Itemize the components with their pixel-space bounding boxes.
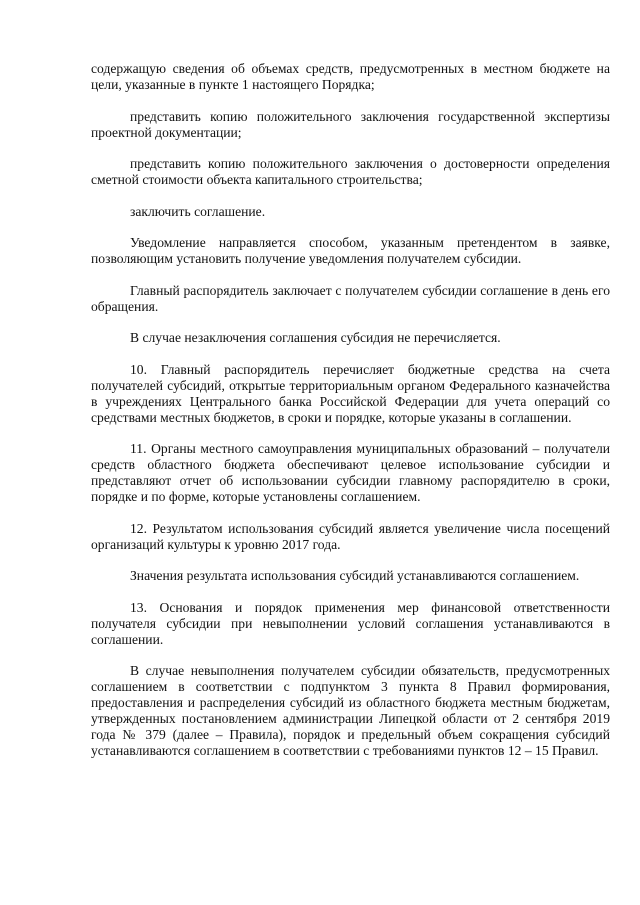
- paragraph-cost-estimate: представить копию положительного заключения о достоверности определения сметной стоимости объекта капитального строительства;: [91, 156, 610, 187]
- paragraph-item-12: 12. Результатом использования субсидий является увеличение числа посещений организаций культуры к уровню 2017 года.: [91, 520, 610, 552]
- paragraph-item-11: 11. Органы местного самоуправления муниципальных образований – получатели средств областного бюджета обеспечивают целевое использование субсидии и представляют отчет об использовании субсидии главному распорядителю в сроки, порядке и по форме, которые установлены соглашением.: [91, 441, 610, 504]
- paragraph-continuation: содержащую сведения об объемах средств, предусмотренных в местном бюджете на цели, указанные в пункте 1 настоящего Порядка;: [91, 61, 610, 92]
- paragraph-state-expertise: представить копию положительного заключения государственной экспертизы проектной документации;: [91, 108, 610, 140]
- paragraph-item-13: 13. Основания и порядок применения мер финансовой ответственности получателя субсидии при невыполнении условий соглашения устанавливаются в соглашении.: [91, 599, 610, 647]
- paragraph-conclude-agreement: заключить соглашение.: [130, 203, 266, 219]
- paragraph-main-manager: Главный распорядитель заключает с получателем субсидии соглашение в день его обращения.: [91, 282, 610, 314]
- paragraph-result-values: Значения результата использования субсидий устанавливаются соглашением.: [130, 568, 580, 583]
- paragraph-item-10: 10. Главный распорядитель перечисляет бюджетные средства на счета получателей субсидий, открытые территориальным органом Федерального казначейства в учреждениях Центрального банка Российской Федерации для учета операций со средствами местных бюджетов, в сроки и порядке, которые указаны в соглашении.: [91, 361, 610, 425]
- paragraph-notification: Уведомление направляется способом, указанным претендентом в заявке, позволяющим установить получение уведомления получателем субсидии.: [91, 235, 610, 266]
- paragraph-non-fulfillment: В случае невыполнения получателем субсидии обязательств, предусмотренных соглашением в соответствии с подпунктом 3 пункта 8 Правил формирования, предоставления и распределения субсидий из областного бюджета местным бюджетам, утвержденных постановлением администрации Липецкой области от 2 сентября 2019 года № 379 (далее – Правила), порядок и предельный объем сокращения субсидий устанавливаются соглашением в соответствии с требованиями пунктов 12 – 15 Правил.: [91, 663, 610, 758]
- paragraph-no-agreement: В случае незаключения соглашения субсидия не перечисляется.: [130, 330, 501, 345]
- document-page: [91, 61, 610, 775]
